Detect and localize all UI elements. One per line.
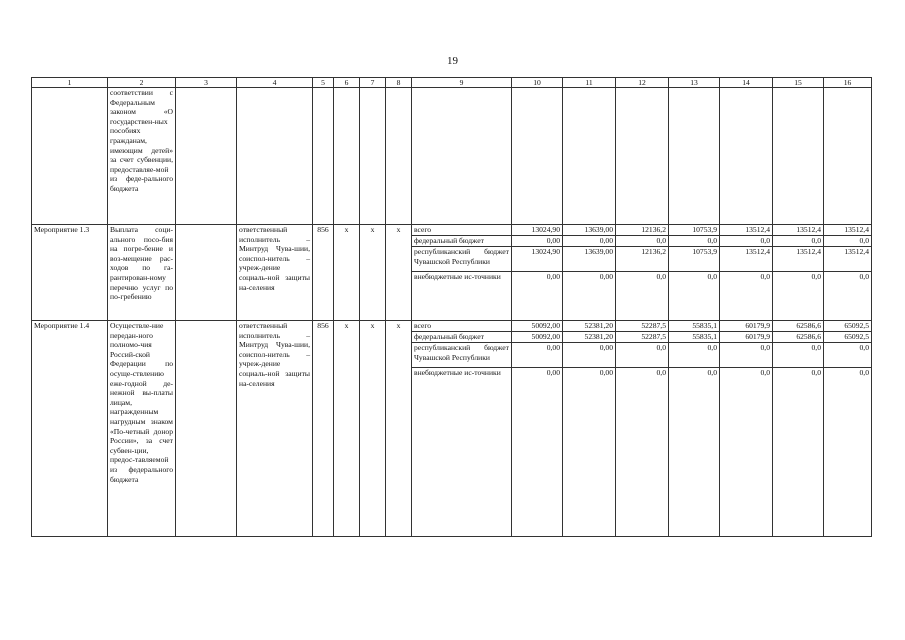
funding-value: 0,0 bbox=[824, 368, 872, 537]
empty-cell bbox=[334, 368, 360, 537]
activity-code: Мероприятие 1.4 bbox=[32, 321, 108, 537]
empty-cell bbox=[773, 88, 824, 225]
header-row bbox=[32, 78, 872, 88]
funding-value: 0,0 bbox=[824, 343, 872, 368]
empty-cell bbox=[720, 88, 773, 225]
funding-value: 13639,00 bbox=[563, 247, 616, 272]
empty-cell bbox=[313, 368, 334, 537]
funding-source: республиканский бюджет Чувашской Республики bbox=[412, 247, 512, 272]
activity-responsible: ответственный исполнитель – Минтруд Чува-шии, соиспол-нитель – учреж-дение социаль-ной защиты на-селения bbox=[237, 225, 313, 321]
funding-value: 13512,4 bbox=[824, 225, 872, 236]
col-header: 2 bbox=[108, 78, 176, 88]
funding-value: 0,0 bbox=[616, 368, 669, 537]
funding-value: 0,00 bbox=[512, 343, 563, 368]
empty-cell bbox=[313, 343, 334, 368]
funding-source: всего bbox=[412, 321, 512, 332]
funding-value: 13512,4 bbox=[824, 247, 872, 272]
empty-cell bbox=[386, 343, 412, 368]
empty-cell bbox=[360, 88, 386, 225]
empty-cell bbox=[313, 332, 334, 343]
funding-value: 0,0 bbox=[616, 343, 669, 368]
funding-value: 0,0 bbox=[773, 272, 824, 321]
col-header: 4 bbox=[237, 78, 313, 88]
funding-value: 62586,6 bbox=[773, 321, 824, 332]
empty-cell bbox=[313, 247, 334, 272]
activity-responsible: ответственный исполнитель – Минтруд Чува-шии, соиспол-нитель – учреж-дение социаль-ной защиты на-селения bbox=[237, 321, 313, 537]
budget-code-cell: x bbox=[360, 321, 386, 332]
budget-code-cell: 856 bbox=[313, 225, 334, 236]
funding-value: 13512,4 bbox=[773, 247, 824, 272]
funding-value: 0,0 bbox=[720, 236, 773, 247]
funding-value: 0,00 bbox=[512, 236, 563, 247]
empty-cell bbox=[386, 368, 412, 537]
continuation-row bbox=[32, 88, 872, 225]
empty-cell bbox=[386, 88, 412, 225]
funding-value: 0,0 bbox=[669, 236, 720, 247]
funding-value: 0,0 bbox=[616, 272, 669, 321]
empty-cell bbox=[386, 332, 412, 343]
continuation-description: соответствии с Федеральным законом «О государствен-ных пособиях гражданам, имеющим детей» за счет субвенции, предоставляе-мой из феде-рального бюджета bbox=[108, 88, 176, 225]
activity-description: Осуществле-ние передан-ного полномо-чия Россий-ской Федерации по осуще-ствлению еже-годной де-нежной вы-платы лицам, награжденным нагрудным знаком «По-четный донор России», за счет субвен-ции, предос-тавляемой из федерального бюджета bbox=[108, 321, 176, 537]
empty-cell bbox=[237, 88, 313, 225]
funding-value: 50092,00 bbox=[512, 332, 563, 343]
funding-value: 13512,4 bbox=[720, 225, 773, 236]
col-header: 3 bbox=[176, 78, 237, 88]
col-header: 15 bbox=[773, 78, 824, 88]
col-header: 8 bbox=[386, 78, 412, 88]
funding-value: 10753,9 bbox=[669, 247, 720, 272]
funding-value: 13639,00 bbox=[563, 225, 616, 236]
funding-value: 13024,90 bbox=[512, 247, 563, 272]
funding-value: 52381,20 bbox=[563, 332, 616, 343]
col-header: 14 bbox=[720, 78, 773, 88]
col-header: 11 bbox=[563, 78, 616, 88]
funding-value: 50092,00 bbox=[512, 321, 563, 332]
funding-value: 0,00 bbox=[563, 343, 616, 368]
empty-cell bbox=[334, 247, 360, 272]
funding-value: 13024,90 bbox=[512, 225, 563, 236]
funding-value: 52381,20 bbox=[563, 321, 616, 332]
funding-value: 62586,6 bbox=[773, 332, 824, 343]
funding-source: республиканский бюджет Чувашской Республики bbox=[412, 343, 512, 368]
empty-cell bbox=[386, 236, 412, 247]
funding-value: 52287,5 bbox=[616, 332, 669, 343]
empty-cell bbox=[512, 88, 563, 225]
budget-code-cell: x bbox=[386, 321, 412, 332]
empty-cell bbox=[313, 236, 334, 247]
funding-value: 0,00 bbox=[563, 272, 616, 321]
empty-cell bbox=[360, 368, 386, 537]
funding-value: 52287,5 bbox=[616, 321, 669, 332]
col-header: 6 bbox=[334, 78, 360, 88]
empty-cell bbox=[334, 272, 360, 321]
source-row bbox=[32, 321, 872, 332]
funding-value: 0,0 bbox=[720, 272, 773, 321]
col-header: 1 bbox=[32, 78, 108, 88]
budget-code-cell: x bbox=[334, 321, 360, 332]
col-header: 16 bbox=[824, 78, 872, 88]
funding-value: 65092,5 bbox=[824, 321, 872, 332]
funding-value: 0,00 bbox=[563, 236, 616, 247]
col-header: 10 bbox=[512, 78, 563, 88]
funding-value: 0,0 bbox=[773, 343, 824, 368]
funding-value: 60179,9 bbox=[720, 321, 773, 332]
empty-cell bbox=[176, 225, 237, 321]
empty-cell bbox=[313, 272, 334, 321]
funding-source: внебюджетные ис-точники bbox=[412, 272, 512, 321]
funding-source: федеральный бюджет bbox=[412, 332, 512, 343]
empty-cell bbox=[32, 88, 108, 225]
funding-value: 0,0 bbox=[616, 236, 669, 247]
empty-cell bbox=[313, 88, 334, 225]
funding-source: федеральный бюджет bbox=[412, 236, 512, 247]
empty-cell bbox=[669, 88, 720, 225]
funding-value: 0,00 bbox=[512, 368, 563, 537]
empty-cell bbox=[360, 236, 386, 247]
col-header: 12 bbox=[616, 78, 669, 88]
funding-value: 60179,9 bbox=[720, 332, 773, 343]
funding-source: внебюджетные ис-точники bbox=[412, 368, 512, 537]
activity-code: Мероприятие 1.3 bbox=[32, 225, 108, 321]
empty-cell bbox=[334, 332, 360, 343]
funding-value: 55835,1 bbox=[669, 332, 720, 343]
budget-code-cell: x bbox=[334, 225, 360, 236]
empty-cell bbox=[360, 332, 386, 343]
empty-cell bbox=[412, 88, 512, 225]
empty-cell bbox=[176, 88, 237, 225]
funding-value: 0,0 bbox=[669, 272, 720, 321]
funding-value: 65092,5 bbox=[824, 332, 872, 343]
funding-value: 13512,4 bbox=[720, 247, 773, 272]
col-header: 13 bbox=[669, 78, 720, 88]
empty-cell bbox=[386, 247, 412, 272]
empty-cell bbox=[334, 88, 360, 225]
funding-value: 0,0 bbox=[824, 236, 872, 247]
funding-value: 0,00 bbox=[512, 272, 563, 321]
funding-source: всего bbox=[412, 225, 512, 236]
source-row bbox=[32, 225, 872, 236]
col-header: 9 bbox=[412, 78, 512, 88]
funding-value: 0,0 bbox=[669, 368, 720, 537]
empty-cell bbox=[334, 343, 360, 368]
funding-value: 12136,2 bbox=[616, 225, 669, 236]
funding-value: 0,0 bbox=[669, 343, 720, 368]
col-header: 7 bbox=[360, 78, 386, 88]
empty-cell bbox=[360, 343, 386, 368]
budget-code-cell: x bbox=[386, 225, 412, 236]
funding-value: 13512,4 bbox=[773, 225, 824, 236]
empty-cell bbox=[563, 88, 616, 225]
funding-value: 0,0 bbox=[773, 368, 824, 537]
empty-cell bbox=[334, 236, 360, 247]
empty-cell bbox=[616, 88, 669, 225]
funding-value: 0,0 bbox=[720, 368, 773, 537]
funding-value: 10753,9 bbox=[669, 225, 720, 236]
empty-cell bbox=[386, 272, 412, 321]
funding-value: 0,00 bbox=[563, 368, 616, 537]
funding-value: 0,0 bbox=[824, 272, 872, 321]
budget-code-cell: x bbox=[360, 225, 386, 236]
funding-value: 55835,1 bbox=[669, 321, 720, 332]
col-header: 5 bbox=[313, 78, 334, 88]
page-number: 19 bbox=[447, 55, 458, 67]
empty-cell bbox=[176, 321, 237, 537]
funding-value: 0,0 bbox=[720, 343, 773, 368]
program-table bbox=[31, 77, 872, 537]
empty-cell bbox=[360, 272, 386, 321]
empty-cell bbox=[824, 88, 872, 225]
empty-cell bbox=[360, 247, 386, 272]
activity-description: Выплата соци-ального посо-бия на погре-бение и воз-мещение рас-ходов по га-рантирован-ному перечню услуг по по-гребению bbox=[108, 225, 176, 321]
budget-code-cell: 856 bbox=[313, 321, 334, 332]
funding-value: 0,0 bbox=[773, 236, 824, 247]
funding-value: 12136,2 bbox=[616, 247, 669, 272]
